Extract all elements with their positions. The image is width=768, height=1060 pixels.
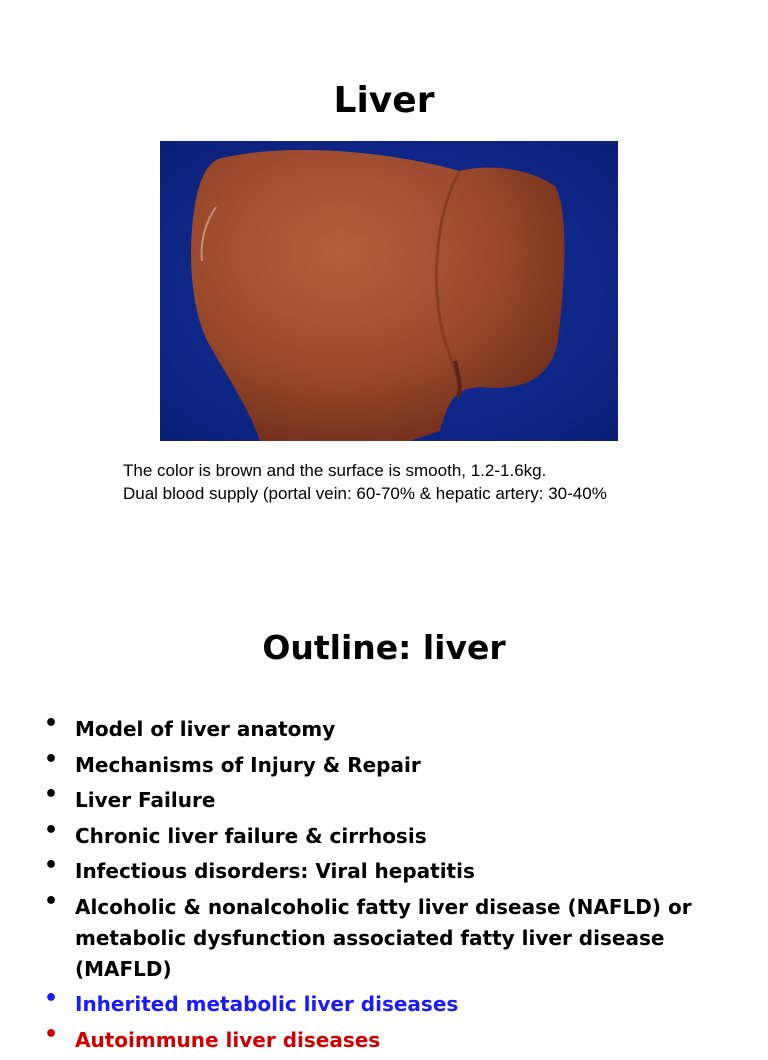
list-item-inherited: • Inherited metabolic liver diseases (44, 989, 744, 1020)
bullet-icon: • (44, 746, 59, 772)
liver-caption (123, 459, 723, 505)
caption-line-1: The color is brown and the surface is smooth, 1.2-1.6kg. (123, 461, 547, 480)
list-item: • Liver Failure (44, 785, 744, 816)
caption-line-2: Dual blood supply (portal vein: 60-70% & hepatic artery: 30-40% (123, 484, 607, 503)
bullet-icon: • (44, 782, 59, 807)
list-item: • Alcoholic & nonalcoholic fatty liver disease (NAFLD) or metabolic dysfunction associated fatty liver disease (MAFLD) (44, 892, 744, 985)
liver-photo (160, 141, 618, 441)
bullet-icon: • (44, 986, 59, 1011)
liver-illustration (160, 141, 618, 441)
list-item: • Mechanisms of Injury & Repair (44, 750, 744, 781)
bullet-icon: • (44, 711, 59, 736)
bullet-icon: • (44, 888, 59, 914)
list-item-autoimmune: • Autoimmune liver diseases (44, 1025, 744, 1056)
list-item: • Infectious disorders: Viral hepatitis (44, 856, 744, 887)
slide-title-outline: Outline: liver (262, 628, 506, 667)
bullet-icon: • (44, 853, 59, 878)
list-item: • Model of liver anatomy (44, 714, 744, 745)
list-item: • Chronic liver failure & cirrhosis (44, 821, 744, 852)
outline-list (44, 711, 744, 1060)
slide-title-liver: Liver (333, 80, 435, 121)
bullet-icon: • (44, 817, 59, 843)
bullet-icon: • (44, 1021, 59, 1047)
